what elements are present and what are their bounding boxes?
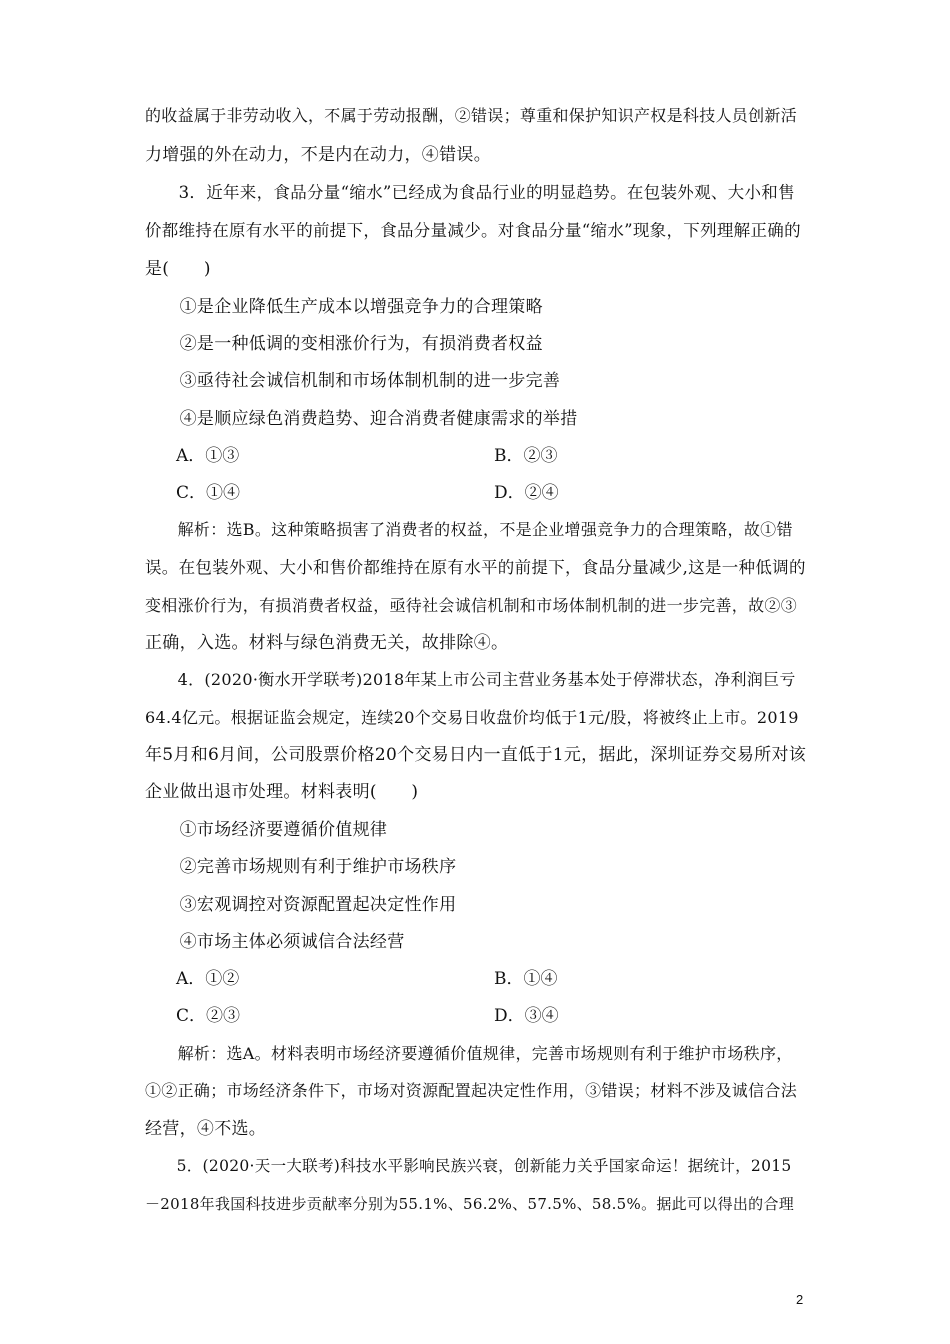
option-d: D．②④ [494,483,559,503]
question-5-stem: －2018年我国科技进步贡献率分别为55.1%、56.2%、57.5%、58.5%。据此可以得出的合理 [145,1195,795,1213]
option-d: D．③④ [494,1006,559,1026]
text-line: 力增强的外在动力，不是内在动力，④错误。 [145,145,491,165]
question-4-stem: 年5月和6月间，公司股票价格20个交易日内一直低于1元，据此，深圳证券交易所对该 [145,745,807,765]
option-b: B．①④ [494,969,558,989]
statement-item: ②完善市场规则有利于维护市场秩序 [145,857,457,877]
statement-item: ④是顺应绿色消费趋势、迎合消费者健康需求的举措 [145,409,578,429]
analysis-line: 解析：选B。这种策略损害了消费者的权益，不是企业增强竞争力的合理策略，故①错 [145,520,793,539]
page-number: 2 [796,1292,804,1307]
statement-item: ②是一种低调的变相涨价行为，有损消费者权益 [145,334,543,354]
analysis-line: 正确，入选。材料与绿色消费无关，故排除④。 [145,633,509,653]
question-4-stem: 企业做出退市处理。材料表明( ) [145,782,419,802]
analysis-line: ①②正确；市场经济条件下，市场对资源配置起决定性作用，③错误；材料不涉及诚信合法 [145,1081,798,1100]
question-3-stem: 价都维持在原有水平的前提下，食品分量减少。对食品分量“缩水”现象，下列理解正确的 [145,221,801,240]
question-3-stem: 是( ) [145,259,211,279]
analysis-line: 误。在包装外观、大小和售价都维持在原有水平的前提下，食品分量减少,这是一种低调的 [145,558,806,577]
option-b: B．②③ [494,446,558,466]
option-c: C．②③ [176,1006,241,1026]
analysis-line: 解析：选A。材料表明市场经济要遵循价值规律，完善市场规则有利于维护市场秩序， [145,1044,793,1063]
question-5-stem: 5．(2020·天一大联考)科技水平影响民族兴衰，创新能力关乎国家命运！据统计，2015 [145,1157,792,1175]
statement-item: ①市场经济要遵循价值规律 [145,820,388,840]
question-3-stem: 3．近年来，食品分量“缩水”已经成为食品行业的明显趋势。在包装外观、大小和售 [145,183,795,202]
statement-item: ①是企业降低生产成本以增强竞争力的合理策略 [145,297,543,317]
question-4-stem: 4．(2020·衡水开学联考)2018年某上市公司主营业务基本处于停滞状态，净利润巨亏 [145,670,796,689]
option-c: C．①④ [176,483,241,503]
text-line: 的收益属于非劳动收入，不属于劳动报酬，②错误；尊重和保护知识产权是科技人员创新活 [145,106,798,125]
question-4-stem: 64.4亿元。根据证监会规定，连续20个交易日收盘价均低于1元/股，将被终止上市。2019 [145,708,799,727]
statement-item: ④市场主体必须诚信合法经营 [145,932,405,952]
analysis-line: 变相涨价行为，有损消费者权益，亟待社会诚信机制和市场体制机制的进一步完善，故②③ [145,596,798,615]
option-a: A．①③ [176,446,240,466]
statement-item: ③亟待社会诚信机制和市场体制机制的进一步完善 [145,371,561,391]
option-a: A．①② [176,969,240,989]
statement-item: ③宏观调控对资源配置起决定性作用 [145,895,457,915]
analysis-line: 经营，④不选。 [145,1119,267,1139]
